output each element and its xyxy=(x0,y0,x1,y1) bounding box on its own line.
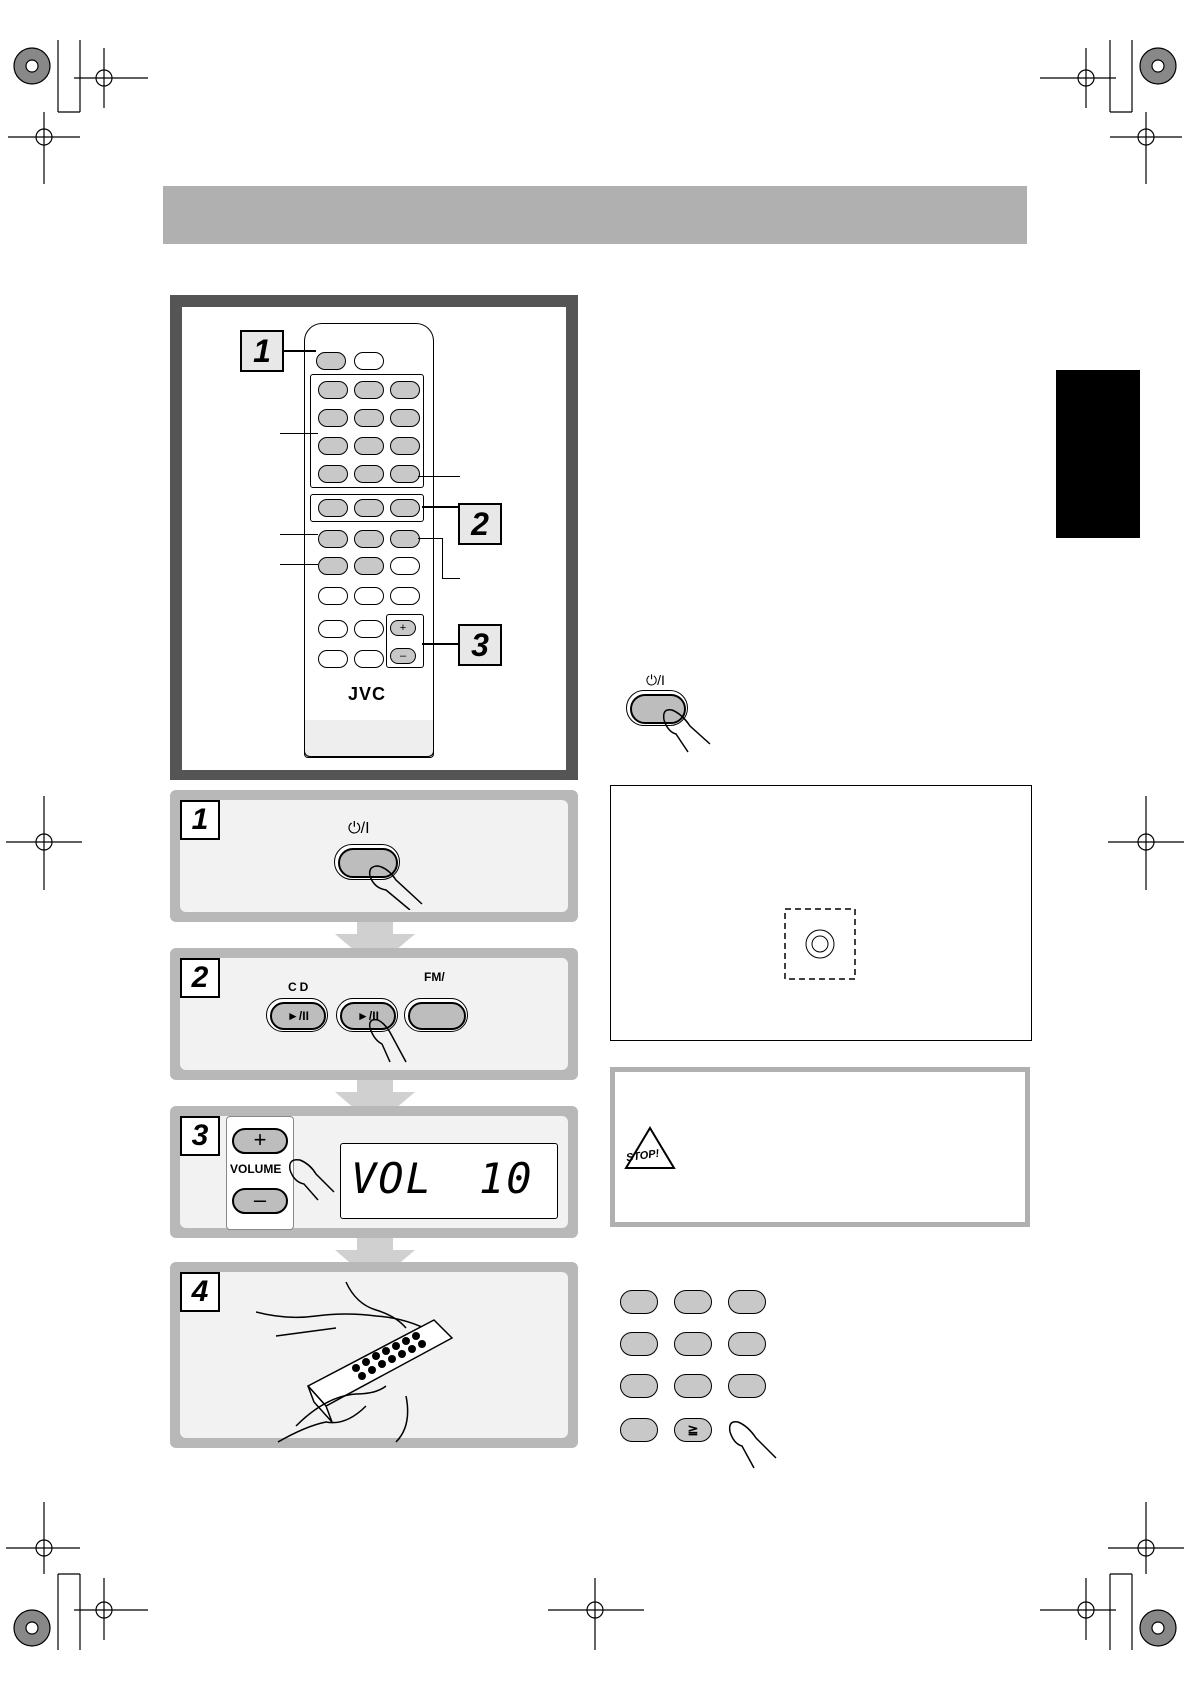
section-header-bar xyxy=(163,186,1027,244)
remote-button[interactable] xyxy=(318,650,348,668)
remote-button[interactable] xyxy=(390,557,420,575)
numpad-button[interactable] xyxy=(728,1290,766,1314)
remote-number-button[interactable] xyxy=(354,437,384,455)
finger-press-icon xyxy=(288,1156,336,1202)
callout-1: 1 xyxy=(240,330,284,372)
step-2-play-pause-button[interactable]: ►/II xyxy=(340,1002,396,1030)
step-2-panel xyxy=(170,948,578,1080)
lcd-vol-text: VOL xyxy=(351,1154,433,1203)
step-3-volume-minus-button[interactable]: – xyxy=(232,1188,288,1214)
language-side-tab xyxy=(1056,370,1140,538)
numpad-button[interactable] xyxy=(728,1332,766,1356)
remote-button[interactable] xyxy=(318,557,348,575)
leader-line xyxy=(442,578,460,579)
remote-brand-logo: JVC xyxy=(348,684,387,704)
right-power-label: ⏻/I xyxy=(646,672,665,688)
step-4-panel xyxy=(170,1262,578,1448)
finger-press-icon xyxy=(660,706,712,756)
numpad-button[interactable] xyxy=(620,1332,658,1356)
numpad-button[interactable] xyxy=(728,1374,766,1398)
finger-press-icon xyxy=(366,860,426,910)
callout-3-leader xyxy=(422,643,458,645)
step-3-number: 3 xyxy=(180,1116,220,1156)
step-4-number: 4 xyxy=(180,1272,220,1312)
remote-volume-plus-button[interactable]: + xyxy=(390,620,416,636)
callout-2: 2 xyxy=(458,503,502,545)
remote-number-button[interactable] xyxy=(354,381,384,399)
remote-button[interactable] xyxy=(354,587,384,605)
remote-number-button[interactable] xyxy=(390,437,420,455)
numpad-button[interactable] xyxy=(620,1374,658,1398)
callout-1-leader xyxy=(282,350,316,352)
remote-number-button[interactable] xyxy=(354,465,384,483)
remote-number-button[interactable] xyxy=(318,465,348,483)
remote-top-button[interactable] xyxy=(354,352,384,370)
step-1-power-label: ⏻/I xyxy=(348,820,370,837)
step-2-fm-label: FM/ xyxy=(424,970,445,984)
leader-line xyxy=(442,538,443,578)
step-3-lcd-display xyxy=(340,1143,558,1219)
numpad-button[interactable] xyxy=(620,1418,658,1442)
step-1-number: 1 xyxy=(180,800,220,840)
remote-number-button[interactable] xyxy=(354,409,384,427)
hands-holding-remote-illustration xyxy=(256,1276,476,1446)
remote-button[interactable] xyxy=(390,587,420,605)
remote-number-button[interactable] xyxy=(390,381,420,399)
callout-2-leader xyxy=(422,506,458,508)
numpad-plus10-button[interactable]: ≧ xyxy=(674,1418,712,1442)
step-1-panel xyxy=(170,790,578,922)
step-2-fm-button[interactable] xyxy=(408,1002,466,1030)
step-2-cd-play-pause-button[interactable]: ►/II xyxy=(270,1002,326,1030)
remote-button[interactable] xyxy=(354,530,384,548)
leader-line xyxy=(280,534,318,535)
remote-number-button[interactable] xyxy=(318,381,348,399)
step-2-cd-label: CD xyxy=(288,980,312,994)
leader-line xyxy=(280,433,318,434)
remote-button[interactable] xyxy=(318,530,348,548)
numpad-button[interactable] xyxy=(674,1374,712,1398)
remote-sensor-icon xyxy=(784,908,856,980)
remote-power-button[interactable] xyxy=(316,352,346,370)
finger-press-icon xyxy=(366,1014,416,1064)
remote-source-button[interactable] xyxy=(390,499,420,517)
remote-button[interactable] xyxy=(318,620,348,638)
remote-button[interactable] xyxy=(354,620,384,638)
lcd-vol-value: 10 xyxy=(479,1154,534,1203)
remote-source-button[interactable] xyxy=(318,499,348,517)
remote-number-button[interactable] xyxy=(318,409,348,427)
finger-press-icon xyxy=(726,1418,778,1470)
numpad-button[interactable] xyxy=(674,1290,712,1314)
remote-button[interactable] xyxy=(354,557,384,575)
remote-number-button[interactable] xyxy=(390,409,420,427)
numpad-button[interactable] xyxy=(620,1290,658,1314)
step-3-volume-label: VOLUME xyxy=(230,1162,282,1176)
remote-source-button[interactable] xyxy=(354,499,384,517)
stop-warning-label: STOP! xyxy=(625,1147,661,1165)
step-2-number: 2 xyxy=(180,958,220,998)
remote-button[interactable] xyxy=(390,530,420,548)
remote-control-base xyxy=(304,720,434,757)
leader-line xyxy=(280,564,318,565)
remote-number-button[interactable] xyxy=(390,465,420,483)
numpad-button[interactable] xyxy=(674,1332,712,1356)
remote-button[interactable] xyxy=(318,587,348,605)
remote-number-button[interactable] xyxy=(318,437,348,455)
leader-line xyxy=(418,538,442,539)
step-3-volume-plus-button[interactable]: + xyxy=(232,1128,288,1154)
leader-line xyxy=(418,476,460,477)
remote-button[interactable] xyxy=(354,650,384,668)
callout-3: 3 xyxy=(458,624,502,666)
remote-volume-minus-button[interactable]: – xyxy=(390,648,416,664)
